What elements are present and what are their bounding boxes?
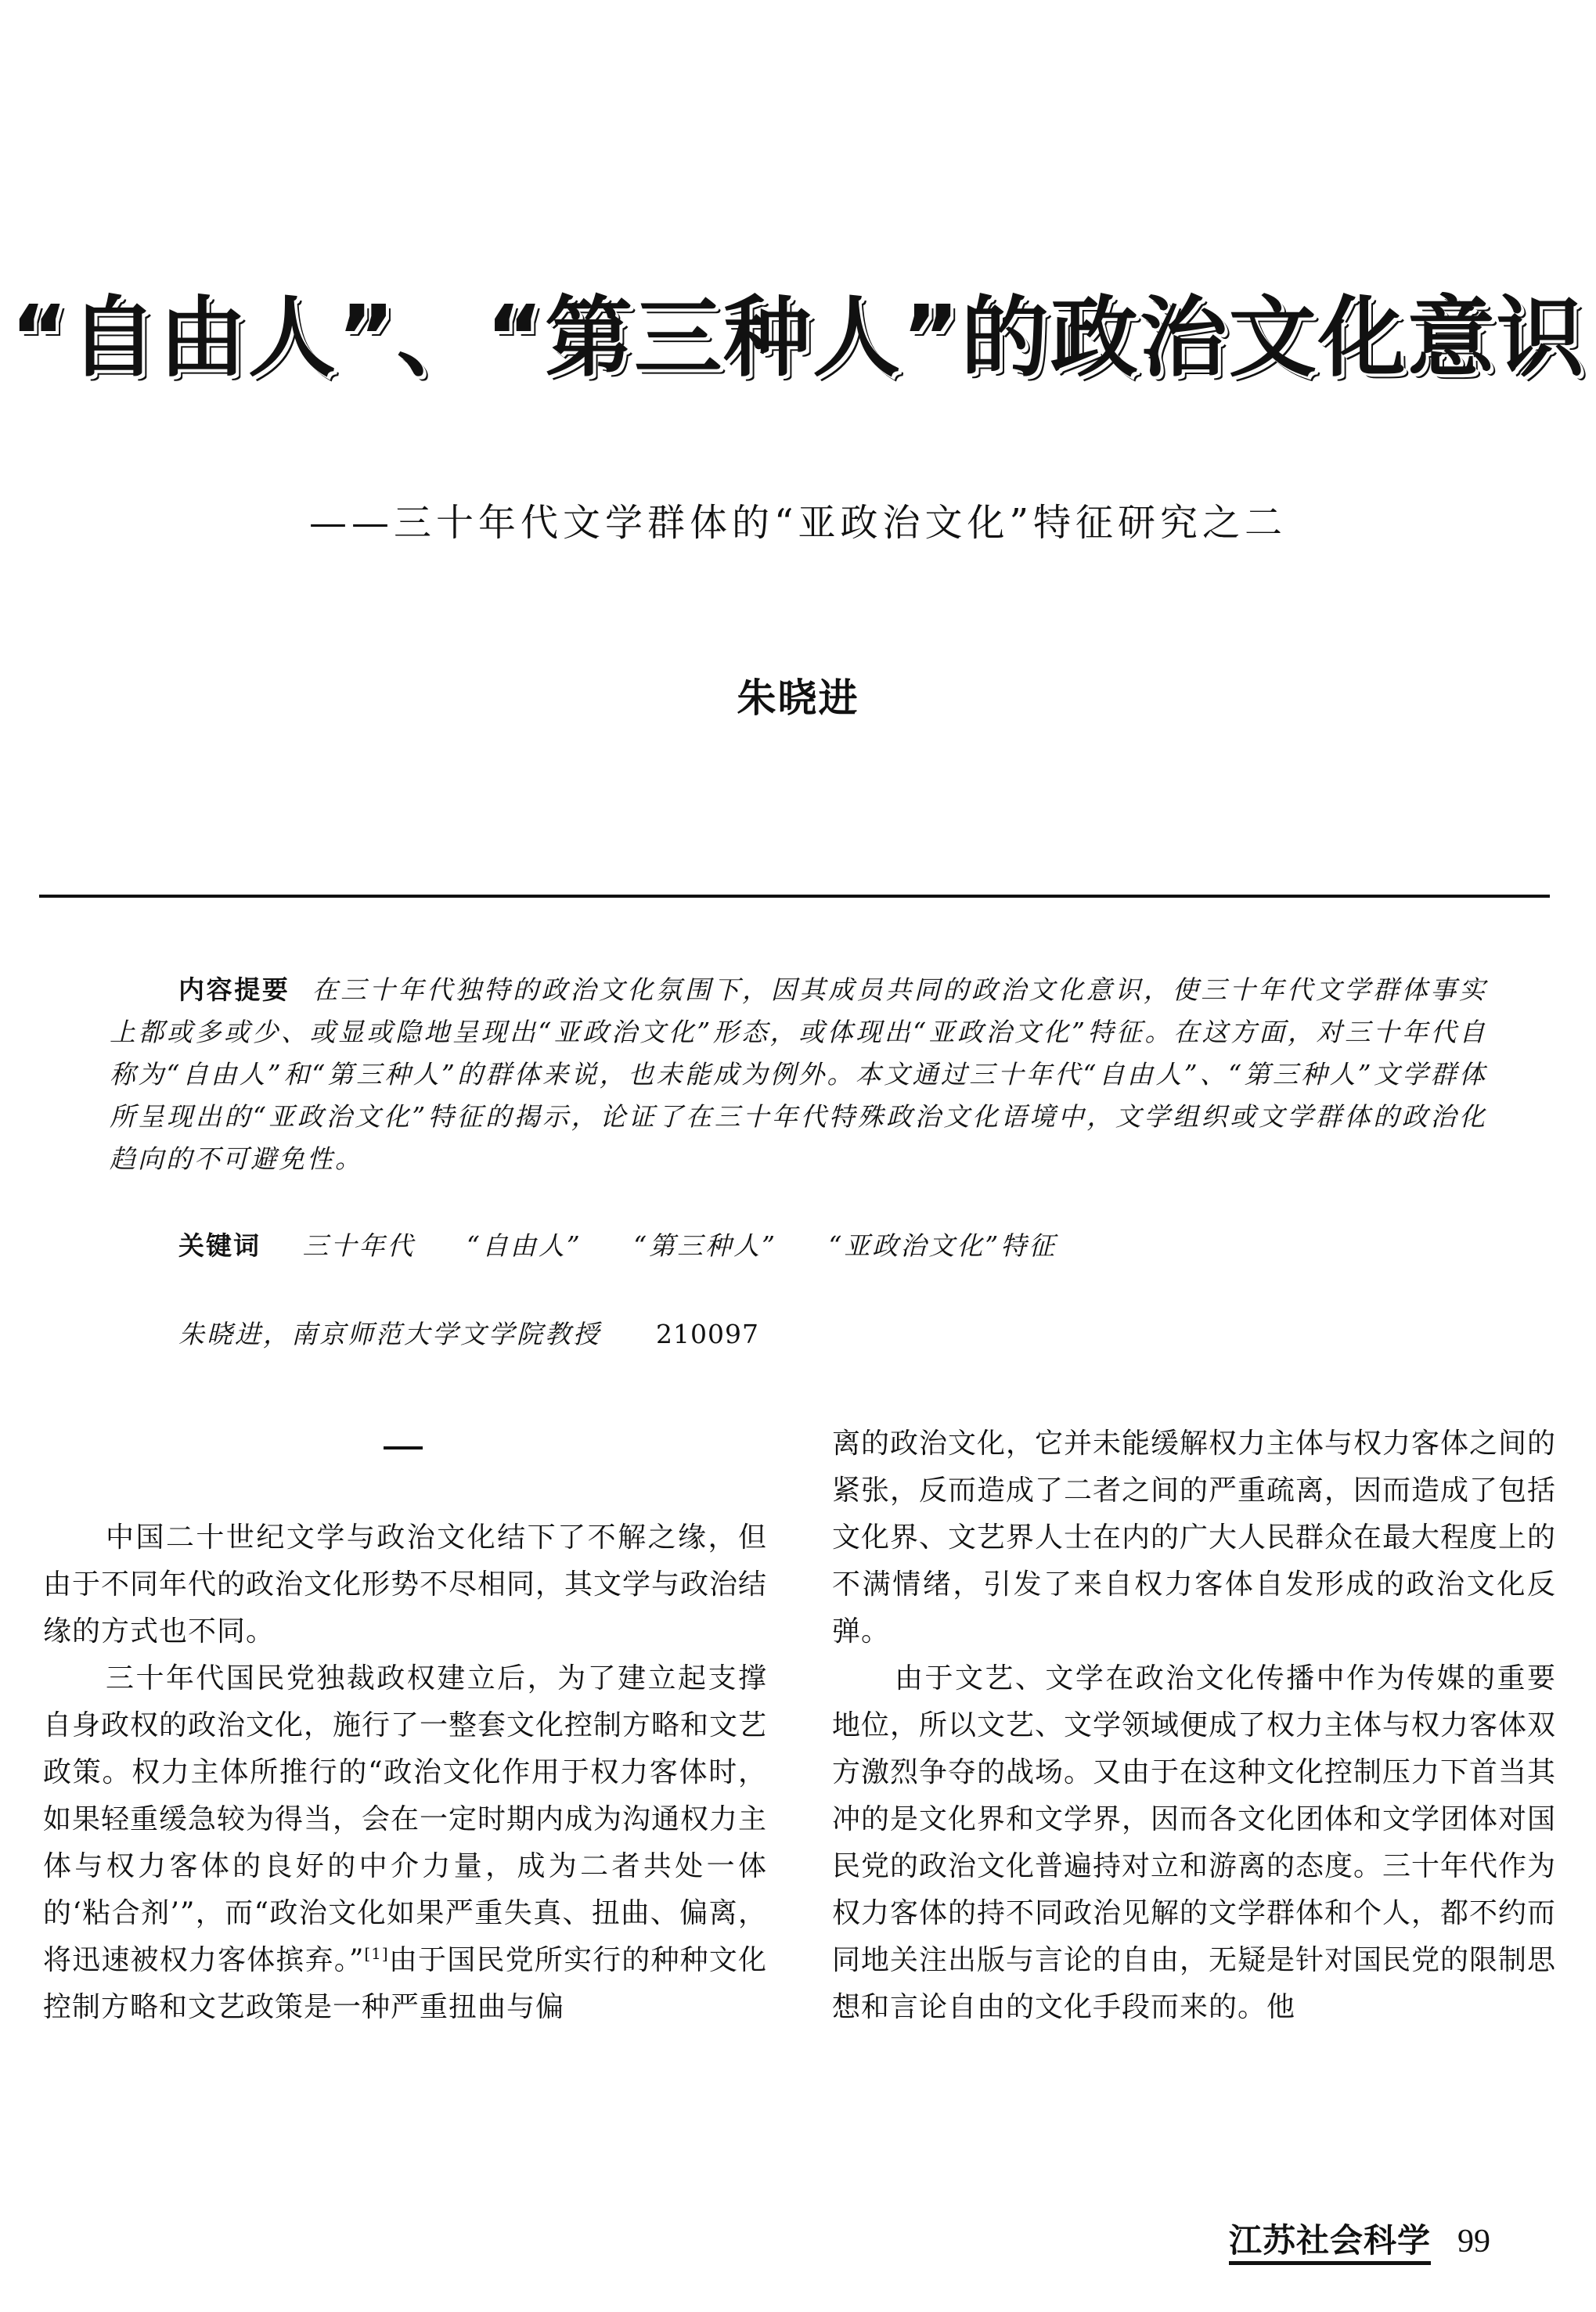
body-column-left	[43, 1514, 767, 2031]
header-divider	[39, 895, 1550, 898]
section-number-one	[384, 1446, 423, 1450]
abstract-text: 在三十年代独特的政治文化氛围下，因其成员共同的政治文化意识，使三十年代文学群体事实上都或多或少、或显或隐地呈现出“亚政治文化”形态，或体现出“亚政治文化”特征。在这方面，对三十年代自称为“自由人”和“第三种人”的群体来说，也未能成为例外。本文通过三十年代“自由人”、“第三种人”文学群体所呈现出的“亚政治文化”特征的揭示，论证了在三十年代特殊政治文化语境中，文学组织或文学群体的政治化趋向的不可避免性。	[110, 974, 1488, 1174]
body-paragraph-text: 三十年代国民党独裁政权建立后，为了建立起支撑自身政权的政治文化，施行了一整套文化控制方略和文艺政策。权力主体所推行的“政治文化作用于权力客体时，如果轻重缓急较为得当，会在一定时期内成为沟通权力主体与权力客体的良好的中介力量，成为二者共处一体的‘粘合剂’”，而“政治文化如果严重失真、扭曲、偏离，将迅速被权力客体摈弃。”	[43, 1662, 768, 1976]
journal-name: 江苏社会科学	[1229, 2221, 1431, 2265]
body-paragraph: 由于文艺、文学在政治文化传播中作为传媒的重要地位，所以文艺、文学领域便成了权力主体与权力客体双方激烈争夺的战场。又由于在这种文化控制压力下首当其冲的是文化界和文学界，因而各文化团体和文学团体对国民党的政治文化普遍持对立和游离的态度。三十年代作为权力客体的持不同政治见解的文学群体和个人，都不约而同地关注出版与言论的自由，无疑是针对国民党的限制思想和言论自由的文化手段而来的。他	[832, 1662, 1557, 2023]
keywords	[178, 1225, 1097, 1267]
page-footer	[1229, 2215, 1490, 2262]
article-title: “自由人”、“第三种人”的政治文化意识	[10, 287, 1586, 389]
postal-code: 210097	[656, 1319, 759, 1349]
footnote-ref: [1]	[364, 1944, 389, 1963]
keyword-item: 三十年代	[302, 1230, 416, 1261]
body-paragraph: 离的政治文化，它并未能缓解权力主体与权力客体之间的紧张，反而造成了二者之间的严重疏离，因而造成了包括文化界、文艺界人士在内的广大人民群众在最大程度上的不满情绪，引发了来自权力客体自发形成的政治文化反弹。	[832, 1428, 1557, 1648]
article-author: 朱晓进	[737, 675, 859, 721]
keyword-item: “第三种人”	[633, 1230, 777, 1261]
abstract-label: 内容提要	[178, 974, 290, 1005]
body-paragraph	[43, 1655, 767, 2031]
keyword-item: “自由人”	[467, 1230, 582, 1261]
body-paragraph-text: 由于国民党所实行的种种文化控制方略和文艺政策是一种严重扭曲与偏	[43, 1944, 767, 2023]
keyword-item: “亚政治文化”特征	[828, 1230, 1057, 1261]
article-subtitle: ——三十年代文学群体的“亚政治文化”特征研究之二	[308, 501, 1288, 545]
page-number: 99	[1457, 2224, 1491, 2260]
abstract	[110, 969, 1487, 1180]
keywords-label: 关键词	[178, 1230, 261, 1261]
author-affiliation-text: 朱晓进，南京师范大学文学院教授	[178, 1319, 601, 1349]
author-affiliation	[178, 1313, 759, 1356]
body-paragraph: 中国二十世纪文学与政治文化结下了不解之缘，但由于不同年代的政治文化形势不尽相同，其文学与政治结缘的方式也不同。	[43, 1522, 768, 1648]
body-column-right	[832, 1421, 1556, 2031]
